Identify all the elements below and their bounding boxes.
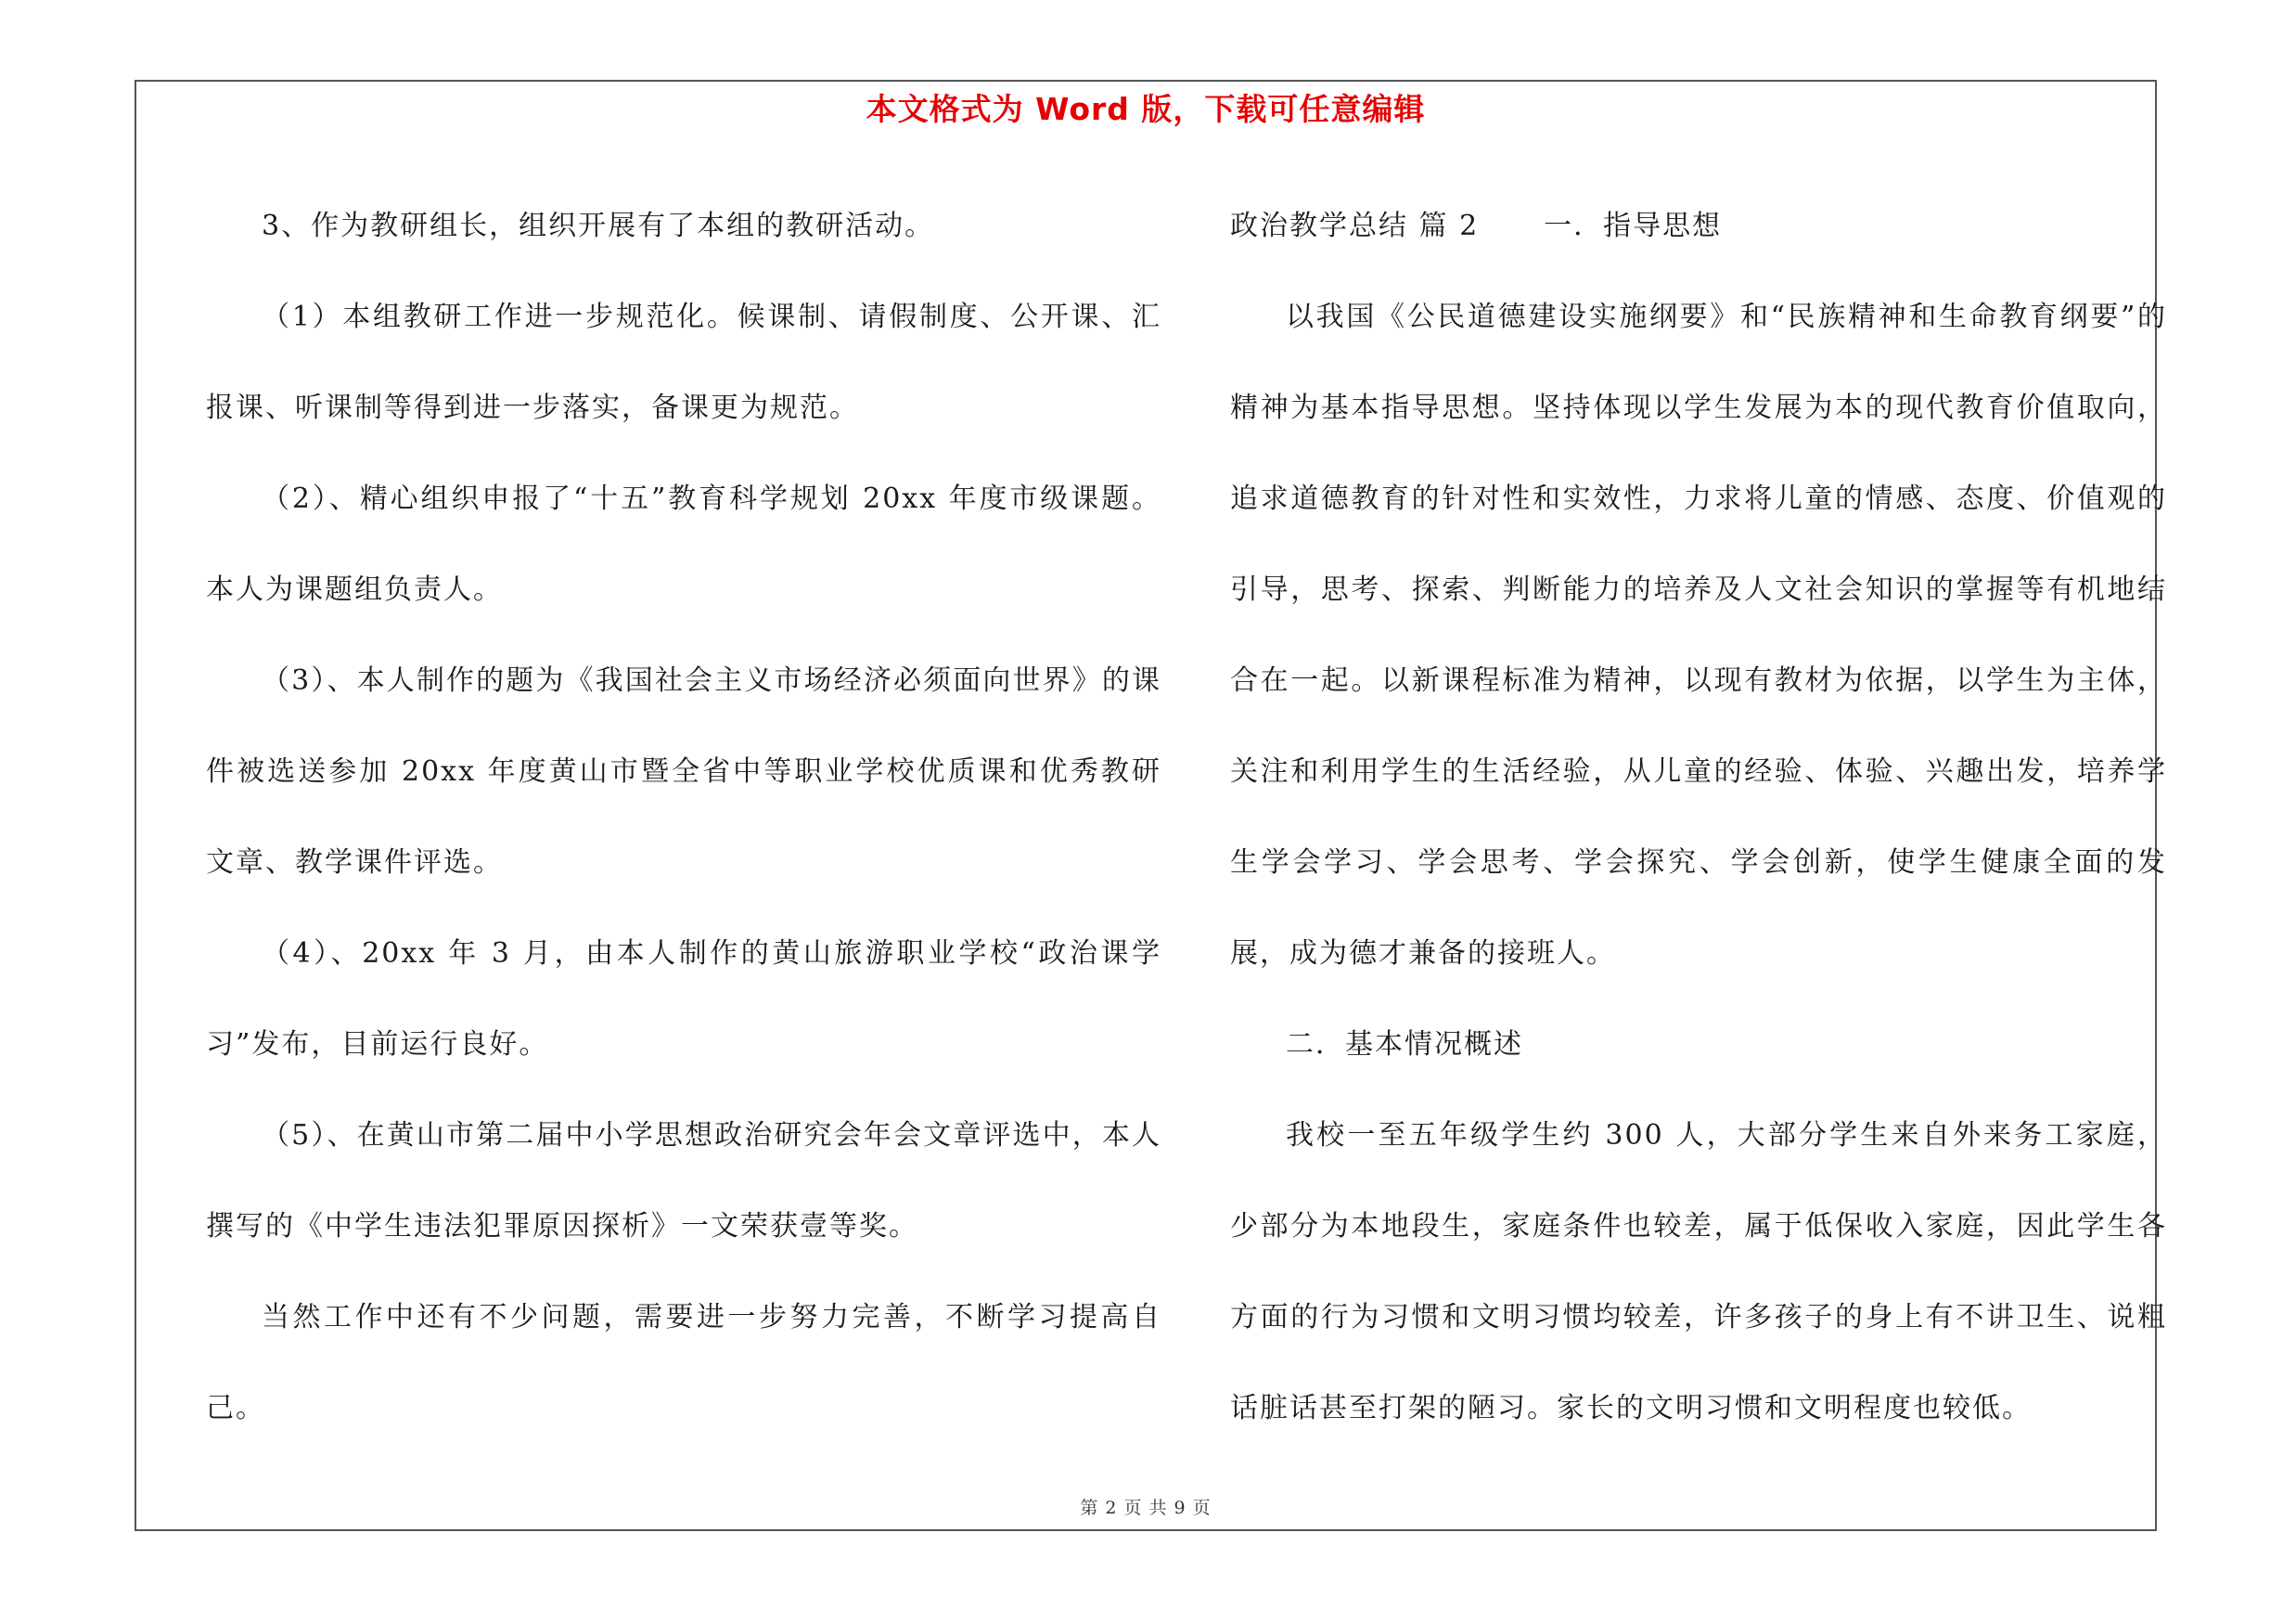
paragraph: （3）、本人制作的题为《我国社会主义市场经济必须面向世界》的课件被选送参加 20xx 年度黄山市暨全省中等职业学校优质课和优秀教研文章、教学课件评选。 [206,664,1161,879]
paragraph: （4）、20xx 年 3 月，由本人制作的黄山旅游职业学校“政治课学习”发布，目前运行良好。 [206,937,1161,1061]
section-heading: 二．基本情况概述 [1286,1028,1523,1061]
page-number: 第 2 页 共 9 页 [1080,1498,1212,1518]
left-column [206,181,1161,1454]
format-banner: 本文格式为 Word 版，下载可任意编辑 [866,91,1426,127]
summary-title: 政治教学总结 篇 2 [1230,210,1480,242]
paragraph: （1）本组教研工作进一步规范化。候课制、请假制度、公开课、汇报课、听课制等得到进一步落实，备课更为规范。 [206,301,1161,424]
paragraph: （5）、在黄山市第二届中小学思想政治研究会年会文章评选中，本人撰写的《中学生违法犯罪原因探析》一文荣获壹等奖。 [206,1119,1161,1243]
section-title-line [1230,181,2167,272]
paragraph: 3、作为教研组长，组织开展有了本组的教研活动。 [262,210,935,242]
paragraph: 以我国《公民道德建设实施纲要》和“民族精神和生命教育纲要”的精神为基本指导思想。坚持体现以学生发展为本的现代教育价值取向，追求道德教育的针对性和实效性，力求将儿童的情感、态度、价值观的引导，思考、探索、判断能力的培养及人文社会知识的掌握等有机地结合在一起。以新课程标准为精神，以现有教材为依据，以学生为主体，关注和利用学生的生活经验，从儿童的经验、体验、兴趣出发，培养学生学会学习、学会思考、学会探究、学会创新，使学生健康全面的发展，成为德才兼备的接班人。 [1230,301,2167,970]
paragraph: 当然工作中还有不少问题，需要进一步努力完善，不断学习提高自己。 [206,1301,1161,1424]
right-column [1230,181,2167,1454]
paragraph: 我校一至五年级学生约 300 人，大部分学生来自外来务工家庭，少部分为本地段生，家庭条件也较差，属于低保收入家庭，因此学生各方面的行为习惯和文明习惯均较差，许多孩子的身上有不讲卫生、说粗话脏话甚至打架的陋习。家长的文明习惯和文明程度也较低。 [1230,1119,2167,1424]
section-heading: 一．指导思想 [1544,210,1723,242]
paragraph: （2）、精心组织申报了“十五”教育科学规划 20xx 年度市级课题。本人为课题组负责人。 [206,483,1161,606]
